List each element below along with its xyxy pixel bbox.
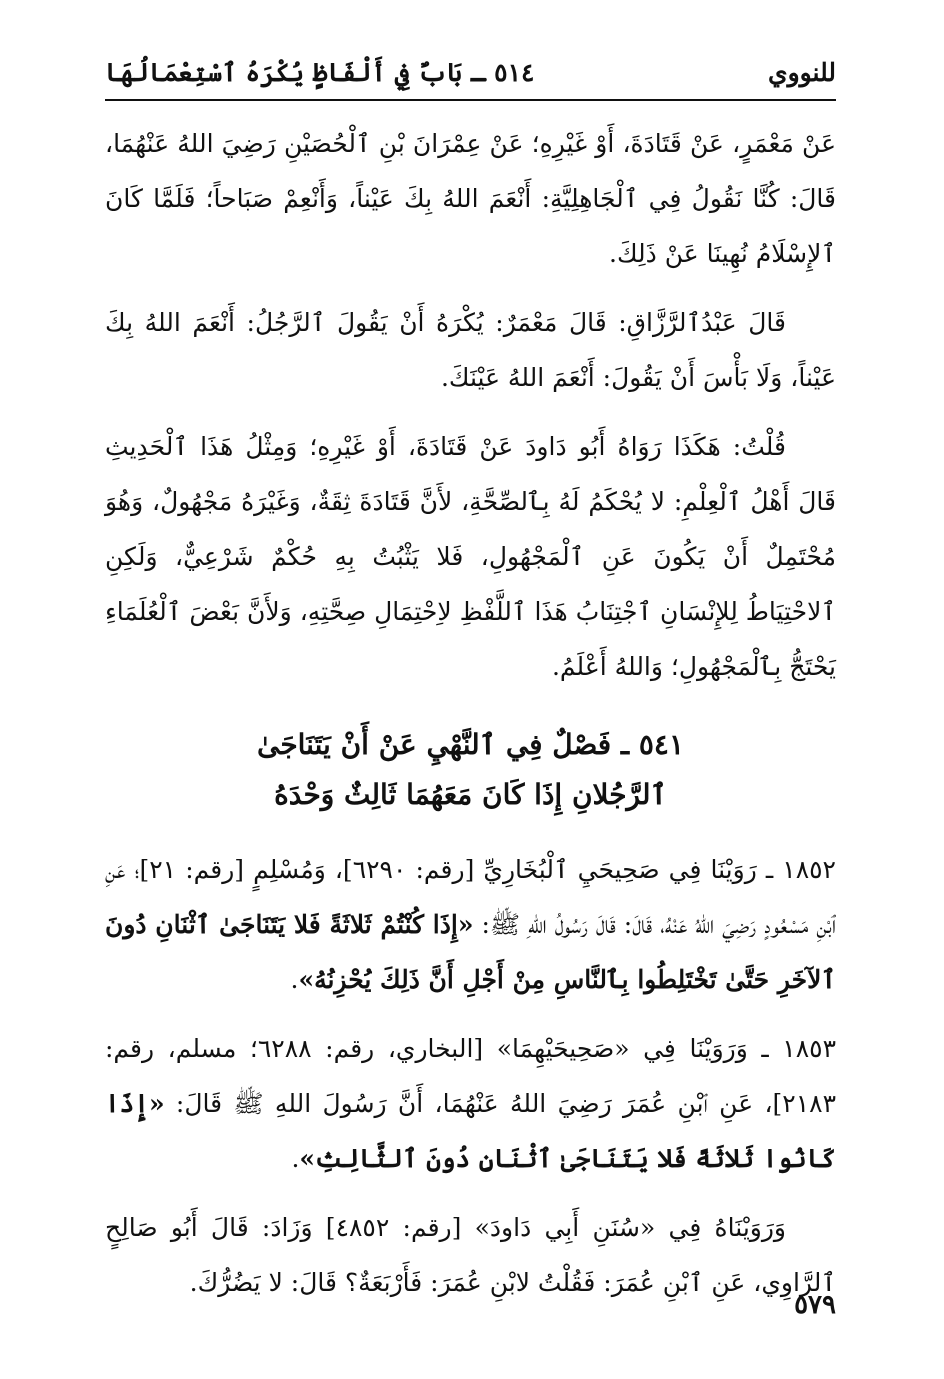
hadith-1853-end: . [291,1144,300,1173]
hadith-1852-quote: «إِذَا كُنْتُمْ ثَلاثَةً فَلا يَتَنَاجَىٰ ٱثْنَانِ دُونَ ٱلآخَرِ حَتَّىٰ تَخْتَلِطُوا بِٱلنَّاسِ مِنْ أَجْلِ أَنَّ ذَلِكَ يُحْزِنُهُ» [105,910,836,994]
section-heading-line-2: ٱلرَّجُلانِ إِذَا كَانَ مَعَهُمَا ثَالِثٌ وَحْدَهُ [274,778,667,811]
paragraph-1: عَنْ مَعْمَرٍ، عَنْ قَتَادَةَ، أَوْ غَيْرِهِ؛ عَنْ عِمْرَانَ بْنِ ٱلْحُصَيْنِ رَضِيَ اللهُ عَنْهُمَا، قَالَ: كُنَّا نَقُولُ فِي ٱلْجَاهِلِيَّةِ: أَنْعَمَ اللهُ بِكَ عَيْناً، وَأَنْعِمْ صَبَاحاً؛ فَلَمَّا كَانَ ٱلإِسْلَامُ نُهِينَا عَنْ ذَلِكَ. [105,129,836,268]
hadith-1852-intro: ١٨٥٢ ـ رَوَيْنَا فِي صَحِيحَيِ ٱلْبُخَارِيِّ [رقم: ٦٢٩٠]، وَمُسْلِمٍ [رقم: ٢١]؛ عَنِ ٱبْنِ مَسْعُودٍ رَضِيَ اللهُ عَنْهُ، قَالَ: قَالَ رَسُولُ اللهِ ﷺ: [105,855,837,939]
section-heading-line-1: ٥٤١ ـ فَصْلٌ فِي ٱلنَّهْيِ عَنْ أَنْ يَتَنَاجَىٰ [256,728,685,761]
header-chapter-title: ٥١٤ ـ بَابٌ فِي أَلْفَاظٍ يُكْرَهُ ٱسْتِعْمَالُهَا [105,57,535,87]
paragraph-3: قُلْتُ: هَكَذَا رَوَاهُ أَبُو دَاودَ عَنْ قَتَادَةَ، أَوْ غَيْرِهِ؛ وَمِثْلُ هَذَا ٱلْحَدِيثِ قَالَ أَهْلُ ٱلْعِلْمِ: لا يُحْكَمُ لَهُ بِٱلصِّحَّةِ، لأَنَّ قَتَادَةَ ثِقَةٌ، وَغَيْرَهُ مَجْهُولٌ، وَهُوَ مُحْتَمِلٌ أَنْ يَكُونَ عَنِ ٱلْمَجْهُولِ، فَلا يَثْبُتُ بِهِ حُكْمٌ شَرْعِيٌّ، وَلَكِنِ ٱلاحْتِيَاطُ لِلإِنْسَانِ ٱجْتِنَابُ هَذَا ٱللَّفْظِ لاِحْتِمَالِ صِحَّتِهِ، وَلأَنَّ بَعْضَ ٱلْعُلَمَاءِ يَحْتَجُّ بِٱلْمَجْهُولِ؛ وَاللهُ أَعْلَمُ. [105,432,836,681]
running-header [105,52,836,92]
hadith-1853 [105,1021,836,1186]
hadith-1852 [105,842,836,1007]
paragraph-2: قَالَ عَبْدُٱلرَّزَّاقِ: قَالَ مَعْمَرٌ: يُكْرَهُ أَنْ يَقُولَ ٱلرَّجُلُ: أَنْعَمَ اللهُ بِكَ عَيْناً، وَلَا بَأْسَ أَنْ يَقُولَ: أَنْعَمَ اللهُ عَيْنَكَ. [105,308,836,392]
header-divider [105,99,836,101]
header-author: للنووي [768,57,836,87]
page-body [105,116,836,1324]
hadith-1853-quote: «إِذَا كَانُوا ثَلاثَةً فَلا يَتَنَاجَىٰ ٱثْنَانِ دُونَ ٱلثَّالِثِ» [105,1089,836,1173]
paragraph-final: وَرَوَيْنَاهُ فِي «سُنَنِ أَبِي دَاودَ» [رقم: ٤٨٥٢] وَزَادَ: قَالَ أَبُو صَالِحٍ ٱلرَّاوِي، عَنِ ٱبْنِ عُمَرَ: فَقُلْتُ لابْنِ عُمَرَ: فَأَرْبَعَةٌ؟ قَالَ: لا يَضُرُّكَ. [105,1213,836,1297]
page-number: ٥٧٩ [794,1290,836,1320]
hadith-1853-intro: ١٨٥٣ ـ وَرَوَيْنَا فِي «صَحِيحَيْهِمَا» [البخاري، رقم: ٦٢٨٨؛ مسلم، رقم: ٢١٨٣]، عَنِ ٱبْنِ عُمَرَ رَضِيَ اللهُ عَنْهُمَا، أَنَّ رَسُولَ اللهِ ﷺ قَالَ: [105,1034,836,1118]
section-heading [105,720,836,820]
hadith-1852-end: . [290,965,299,994]
